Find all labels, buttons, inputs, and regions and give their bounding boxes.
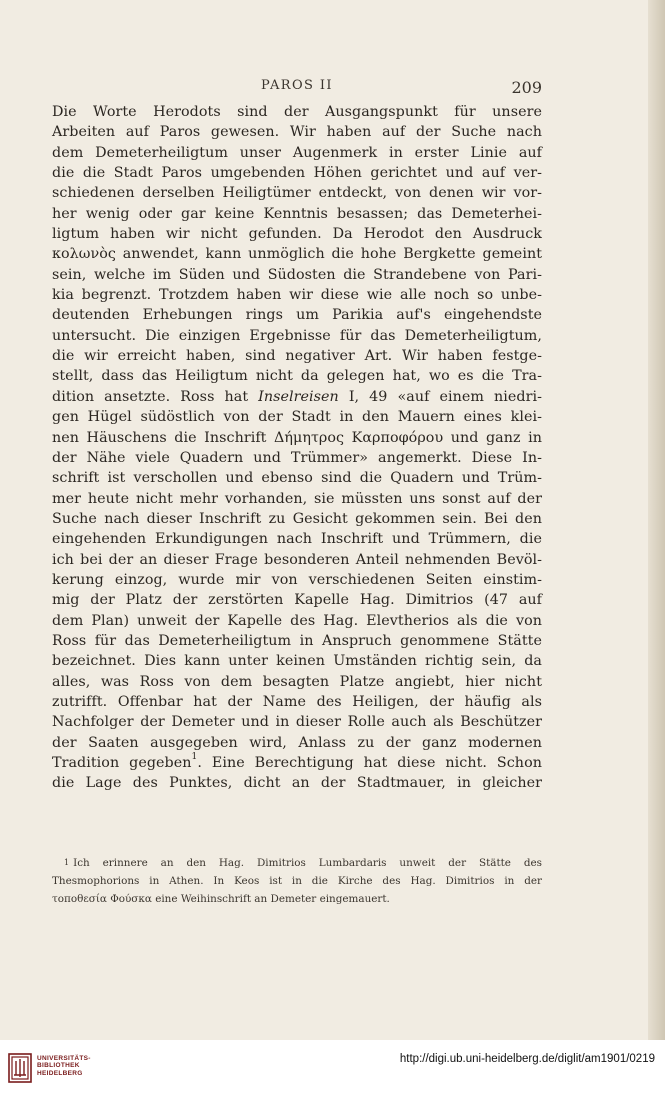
text-line: stellt, dass das Heiligtum nicht da gelegen hat, wo es die Tra- (52, 368, 542, 385)
text-line: Nachfolger der Demeter und in dieser Rolle auch als Beschützer (52, 714, 542, 731)
text-line: die die Stadt Paros umgebenden Höhen gerichtet und auf ver- (52, 165, 542, 182)
running-head: PAROS II (261, 78, 333, 93)
text-line: schrift ist verschollen und ebenso sind die Quadern und Trüm- (52, 470, 542, 487)
text-line: nen Häuschens die Inschrift Δήμητρος Καρποφόρου und ganz in (52, 429, 542, 446)
text-line: Die Worte Herodots sind der Ausgangspunkt für unsere (52, 104, 542, 120)
text-line: mig der Platz der zerstörten Kapelle Hag. Dimitrios (47 auf (52, 592, 542, 609)
text-line: dem Plan) unweit der Kapelle des Hag. Elevtherios als die von (52, 612, 542, 629)
library-name-line: BIBLIOTHEK (37, 1062, 80, 1070)
text-line: gen Hügel südöstlich von der Stadt in den Mauern eines klei- (52, 409, 542, 426)
text-line: schiedenen derselben Heiligtümer entdeckt, von denen wir vor- (52, 185, 542, 202)
text-line-mixed (52, 753, 542, 773)
book-title-italic: Inselreisen (258, 388, 339, 405)
footnote-marker: 1 (64, 858, 70, 867)
text-line: mer heute nicht mehr vorhanden, sie müssten uns sonst auf der (52, 490, 542, 507)
page-header (52, 78, 542, 102)
footnote-line: τοποθεσία Φούσκα eine Weihinschrift an Demeter eingemauert. (52, 893, 390, 905)
text-line: her wenig oder gar keine Kenntnis besassen; das Demeterhei- (52, 205, 542, 222)
body-text (52, 102, 542, 794)
text-line: der Saaten ausgegeben wird, Anlass zu der ganz modernen (52, 734, 542, 751)
text-line: sein, welche im Süden und Südosten die Strandebene von Pari- (52, 266, 542, 283)
library-name-line: UNIVERSITÄTS- (37, 1055, 91, 1062)
page-edge-shadow (648, 0, 665, 1040)
text-segment: I, 49 «auf einem niedri- (338, 388, 542, 405)
text-line: dem Demeterheiligtum unser Augenmerk in erster Linie auf (52, 144, 542, 161)
text-line: eingehenden Erkundigungen nach Inschrift und Trümmern, die (52, 531, 542, 548)
text-line: κολωνὸς anwendet, kann unmöglich die hohe Bergkette gemeint (52, 246, 542, 263)
text-line: bezeichnet. Dies kann unter keinen Umständen richtig sein, da (52, 653, 542, 670)
footnote-line (52, 854, 542, 872)
text-line: untersucht. Die einzigen Ergebnisse für das Demeterheiligtum, (52, 327, 542, 344)
text-line: Ross für das Demeterheiligtum in Anspruch genommene Stätte (52, 632, 542, 649)
footnote-reference: 1 (191, 752, 198, 762)
text-line: der Nähe viele Quadern und Trümmer» angemerkt. Diese In- (52, 449, 542, 466)
page-number: 209 (511, 78, 542, 97)
library-name-line: HEIDELBERG (37, 1069, 83, 1077)
text-line: kerung einzog, wurde mir von verschiedenen Seiten einstim- (52, 571, 542, 588)
text-line: zutrifft. Offenbar hat der Name des Heiligen, der häufig als (52, 693, 542, 710)
text-line: kia begrenzt. Trotzdem haben wir diese wie alle noch so unbe- (52, 287, 542, 304)
text-line-mixed (52, 387, 542, 407)
text-segment: dition ansetzte. Ross hat (52, 388, 249, 405)
text-line: alles, was Ross von dem besagten Platze angiebt, hier nicht (52, 673, 542, 690)
text-segment: Tradition gegeben (52, 755, 192, 771)
text-line: Arbeiten auf Paros gewesen. Wir haben auf der Suche nach (52, 124, 542, 141)
footnote-line: Thesmophorions in Athen. In Keos ist in die Kirche des Hag. Dimitrios in der (52, 875, 542, 887)
text-line: ligtum haben wir nicht gefunden. Da Herodot den Ausdruck (52, 226, 542, 243)
footnotes (52, 854, 542, 908)
text-segment: . Eine Berechtigung hat diese nicht. Schon (197, 755, 542, 771)
source-url-link[interactable]: http://digi.ub.uni-heidelberg.de/diglit/am1901/0219 (399, 1053, 655, 1065)
library-name (37, 1055, 91, 1077)
text-line: Suche nach dieser Inschrift zu Gesicht gekommen sein. Bei den (52, 510, 542, 527)
text-line: die wir erreicht haben, sind negativer Art. Wir haben festge- (52, 348, 542, 365)
text-line: ich bei der an dieser Frage besonderen Anteil nehmenden Bevöl- (52, 551, 542, 568)
footnote-text: Ich erinnere an den Hag. Dimitrios Lumbardaris unweit der Stätte des (73, 857, 542, 869)
viewer-footer (0, 1040, 665, 1093)
text-line: deutenden Erhebungen rings um Parikia auf's eingehendste (52, 307, 542, 324)
text-line: die Lage des Punktes, dicht an der Stadtmauer, in gleicher (52, 775, 542, 792)
university-library-logo-icon (8, 1053, 32, 1083)
